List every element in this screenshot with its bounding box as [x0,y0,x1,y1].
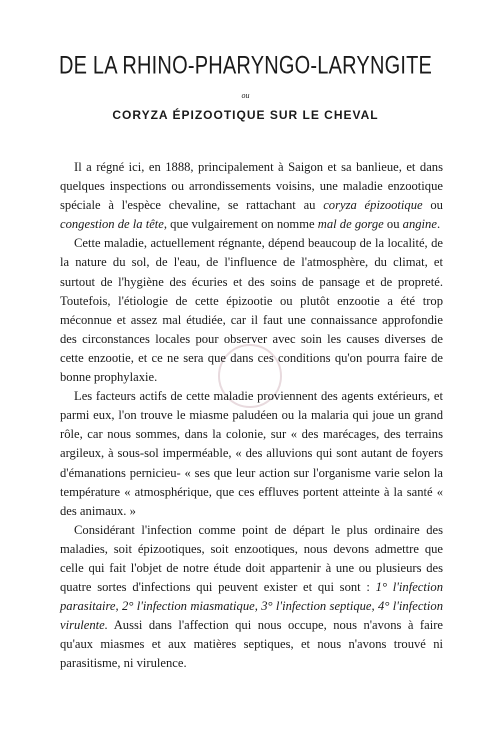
paragraph-2 [60,234,443,387]
page-subtitle: CORYZA ÉPIZOOTIQUE SUR LE CHEVAL [112,108,379,122]
italic-term: angine [402,217,437,232]
text-segment: Les facteurs actifs de cette maladie proviennent des agents extérieurs, et parmi eux, l'on trouve le miasme paludéen ou la malaria qui joue un grand rôle, car nous sommes, dans la colonie, sur « des marécages, des terrains argileux, à sous-sol imperméable, « des alluvions qui sont autant de foyers d'émanations pernicieu- « ses que leur action sur l'organisme varie selon la température « atmosphérique, que ces effluves portent atteinte à la santé « des animaux. » [60,389,443,518]
italic-term: congestion de la tête [60,217,164,232]
text-segment: ou [383,217,403,232]
text-segment: Considérant l'infection comme point de départ le plus ordinaire des maladies, soit épizootiques, soit enzootiques, nous devons admettre que celle qui fait l'objet de notre étude doit appartenir à une ou plusieurs des quatre sortes d'infections qui peuvent exister et qui sont : [60,522,443,595]
body-text [60,158,443,674]
text-segment: , que vulgairement on nomme [163,217,318,232]
page-title: DE LA RHINO-PHARYNGO-LARYNGITE [58,52,433,80]
text-segment: Aussi dans l'affection qui nous occupe, nous n'avons à faire qu'aux miasmes et aux matières septiques, et nous n'avons trouvé ni parasitisme, ni virulence. [60,618,443,671]
text-segment: Cette maladie, actuellement régnante, dépend beaucoup de la localité, de la nature du sol, de l'eau, de l'influence de l'atmosphère, du climat, et surtout de l'hygiène des écuries et des soins de pansage et de propreté. Toutefois, l'étiologie de cette épizootie ou plutôt enzootie a été trop méconnue et assez mal étudiée, car il faut une connaissance approfondie des circonstances locales pour observer avec soin les causes diverses de cette enzootie, et ce ne sera que dans ces conditions qu'on pourra faire de bonne prophylaxie. [60,236,443,385]
italic-infection-list: 1° l'infection parasitaire, 2° l'infection miasmatique, 3° l'infection septique, 4° l'infection virulente. [60,580,443,633]
italic-term: coryza épizootique [323,198,423,213]
italic-term: mal de gorge [317,217,384,232]
paragraph-4 [60,521,443,674]
text-segment: ou [422,198,443,213]
title-connector: ou [241,91,250,100]
text-segment: . [436,217,441,232]
paragraph-3 [60,387,443,521]
text-segment: Il a régné ici, en 1888, principalement à Saigon et sa banlieue, et dans quelques inspections ou arrondissements voisins, une maladie enzootique spéciale à l'espèce chevaline, se rattachant au [60,160,443,213]
paragraph-1 [60,158,443,234]
